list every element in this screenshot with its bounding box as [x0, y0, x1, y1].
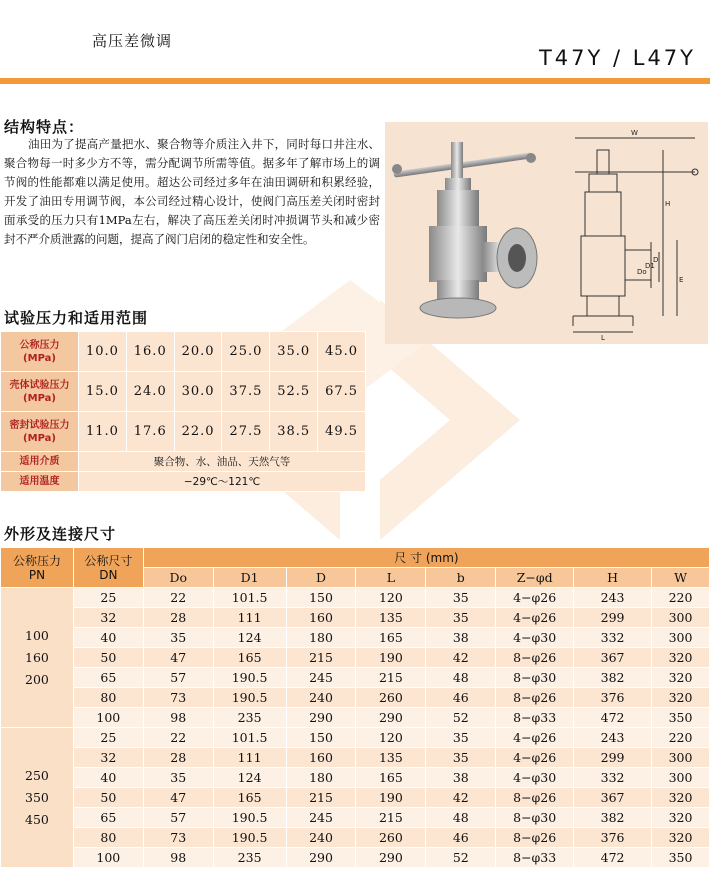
- table-cell: 47: [143, 648, 213, 668]
- pressure-heading: 试验压力和适用范围: [4, 309, 149, 327]
- column-header: L: [356, 568, 426, 588]
- table-cell: 80: [73, 688, 143, 708]
- pressure-row-label: [1, 332, 79, 372]
- table-cell: 22: [143, 728, 213, 748]
- table-cell: 240: [286, 828, 356, 848]
- table-cell: 150: [286, 728, 356, 748]
- pressure-value: 67.5: [318, 372, 366, 412]
- table-cell: 100: [73, 708, 143, 728]
- table-cell: 32: [73, 748, 143, 768]
- table-cell: 180: [286, 628, 356, 648]
- dn-header: [73, 548, 143, 588]
- pn-value: 200: [25, 671, 49, 687]
- column-header: W: [652, 568, 710, 588]
- table-row: [1, 768, 710, 788]
- table-cell: 38: [426, 768, 496, 788]
- table-cell: 299: [574, 608, 652, 628]
- table-cell: 42: [426, 648, 496, 668]
- pressure-value: 52.5: [270, 372, 318, 412]
- table-cell: 111: [213, 608, 286, 628]
- pressure-value: 45.0: [318, 332, 366, 372]
- table-cell: 243: [574, 728, 652, 748]
- table-cell: 190.5: [213, 808, 286, 828]
- table-cell: 300: [652, 628, 710, 648]
- pressure-value: 15.0: [79, 372, 127, 412]
- table-row: [1, 848, 710, 868]
- pn-value: 160: [25, 649, 49, 665]
- table-cell: 290: [286, 848, 356, 868]
- drawing-label-d1: D1: [645, 262, 655, 270]
- table-cell: 190: [356, 788, 426, 808]
- pressure-label-unit: (MPa): [23, 392, 56, 404]
- table-cell: 320: [652, 788, 710, 808]
- table-cell: 52: [426, 708, 496, 728]
- table-cell: 4−φ26: [496, 748, 574, 768]
- pn-group-cell: [1, 728, 74, 868]
- table-cell: 190.5: [213, 688, 286, 708]
- table-cell: 332: [574, 768, 652, 788]
- pressure-label-unit: (MPa): [23, 352, 56, 364]
- valve-drawing: [555, 122, 705, 344]
- table-cell: 120: [356, 728, 426, 748]
- model-number: T47Y / L47Y: [538, 46, 696, 70]
- page-title: 高压差微调: [92, 32, 173, 50]
- table-cell: 382: [574, 668, 652, 688]
- drawing-label-d: D: [653, 256, 659, 264]
- table-cell: 300: [652, 748, 710, 768]
- temperature-row: [1, 472, 366, 492]
- table-cell: 80: [73, 828, 143, 848]
- table-row: [1, 608, 710, 628]
- table-cell: 135: [356, 608, 426, 628]
- table-row: [1, 688, 710, 708]
- table-cell: 290: [356, 708, 426, 728]
- pressure-label-text: 公称压力: [19, 339, 60, 351]
- pressure-value: 24.0: [126, 372, 174, 412]
- table-cell: 165: [356, 768, 426, 788]
- table-row: [1, 728, 710, 748]
- features-heading: 结构特点：: [4, 118, 85, 136]
- table-cell: 73: [143, 828, 213, 848]
- table-cell: 290: [286, 708, 356, 728]
- table-cell: 35: [426, 728, 496, 748]
- table-cell: 165: [213, 648, 286, 668]
- table-cell: 8−φ26: [496, 648, 574, 668]
- table-cell: 4−φ26: [496, 588, 574, 608]
- table-cell: 382: [574, 808, 652, 828]
- table-cell: 101.5: [213, 728, 286, 748]
- table-cell: 4−φ30: [496, 768, 574, 788]
- table-cell: 320: [652, 828, 710, 848]
- table-cell: 50: [73, 788, 143, 808]
- pressure-value: 16.0: [126, 332, 174, 372]
- table-cell: 47: [143, 788, 213, 808]
- header-divider: [0, 78, 710, 84]
- pressure-row: [1, 412, 366, 452]
- table-cell: 215: [286, 648, 356, 668]
- column-header: D: [286, 568, 356, 588]
- dn-header-sub: DN: [99, 567, 118, 582]
- table-cell: 299: [574, 748, 652, 768]
- table-cell: 22: [143, 588, 213, 608]
- table-cell: 235: [213, 848, 286, 868]
- table-cell: 190.5: [213, 668, 286, 688]
- pressure-value: 38.5: [270, 412, 318, 452]
- pressure-value: 49.5: [318, 412, 366, 452]
- table-cell: 8−φ26: [496, 788, 574, 808]
- medium-row: [1, 452, 366, 472]
- table-cell: 260: [356, 688, 426, 708]
- pressure-row-label: [1, 412, 79, 452]
- table-cell: 220: [652, 588, 710, 608]
- table-cell: 160: [286, 608, 356, 628]
- table-cell: 4−φ26: [496, 608, 574, 628]
- table-cell: 472: [574, 848, 652, 868]
- pressure-value: 22.0: [174, 412, 222, 452]
- table-cell: 35: [426, 748, 496, 768]
- table-cell: 235: [213, 708, 286, 728]
- table-cell: 190: [356, 648, 426, 668]
- table-cell: 300: [652, 608, 710, 628]
- table-cell: 101.5: [213, 588, 286, 608]
- table-cell: 8−φ33: [496, 848, 574, 868]
- table-cell: 376: [574, 828, 652, 848]
- table-cell: 124: [213, 628, 286, 648]
- drawing-label-l: L: [601, 334, 605, 342]
- table-cell: 240: [286, 688, 356, 708]
- table-row: [1, 588, 710, 608]
- pressure-label-text: 密封试验压力: [9, 419, 70, 431]
- table-row: [1, 828, 710, 848]
- table-cell: 290: [356, 848, 426, 868]
- table-cell: 28: [143, 748, 213, 768]
- table-cell: 65: [73, 668, 143, 688]
- table-cell: 8−φ26: [496, 828, 574, 848]
- drawing-label-w: W: [631, 129, 638, 137]
- table-cell: 8−φ33: [496, 708, 574, 728]
- table-row: [1, 748, 710, 768]
- pressure-value: 10.0: [79, 332, 127, 372]
- table-cell: 57: [143, 668, 213, 688]
- table-cell: 135: [356, 748, 426, 768]
- table-cell: 4−φ30: [496, 628, 574, 648]
- table-cell: 320: [652, 648, 710, 668]
- table-row: [1, 628, 710, 648]
- table-cell: 40: [73, 768, 143, 788]
- table-cell: 57: [143, 808, 213, 828]
- table-cell: 8−φ26: [496, 688, 574, 708]
- table-cell: 98: [143, 848, 213, 868]
- table-cell: 100: [73, 848, 143, 868]
- table-cell: 260: [356, 828, 426, 848]
- table-cell: 35: [143, 628, 213, 648]
- drawing-label-h: H: [665, 200, 671, 208]
- pressure-value: 35.0: [270, 332, 318, 372]
- table-cell: 332: [574, 628, 652, 648]
- table-cell: 300: [652, 768, 710, 788]
- dn-header-label: 公称尺寸: [84, 553, 133, 568]
- table-cell: 98: [143, 708, 213, 728]
- table-cell: 180: [286, 768, 356, 788]
- table-cell: 25: [73, 728, 143, 748]
- table-cell: 46: [426, 688, 496, 708]
- table-cell: 165: [213, 788, 286, 808]
- size-header: 尺 寸 (mm): [143, 548, 709, 568]
- table-cell: 190.5: [213, 828, 286, 848]
- table-cell: 73: [143, 688, 213, 708]
- table-cell: 165: [356, 628, 426, 648]
- column-header: b: [426, 568, 496, 588]
- table-cell: 215: [286, 788, 356, 808]
- dimensions-table: [0, 547, 710, 868]
- table-row: [1, 788, 710, 808]
- pressure-row: [1, 332, 366, 372]
- pressure-value: 11.0: [79, 412, 127, 452]
- table-cell: 35: [426, 608, 496, 628]
- product-image-panel: [385, 122, 708, 344]
- table-cell: 32: [73, 608, 143, 628]
- medium-label: 适用介质: [1, 452, 79, 472]
- table-cell: 35: [426, 588, 496, 608]
- pressure-value: 25.0: [222, 332, 270, 372]
- table-cell: 40: [73, 628, 143, 648]
- column-header: D1: [213, 568, 286, 588]
- pressure-value: 17.6: [126, 412, 174, 452]
- table-cell: 367: [574, 648, 652, 668]
- table-cell: 48: [426, 808, 496, 828]
- pn-value: 100: [25, 627, 49, 643]
- features-text: 油田为了提高产量把水、聚合物等介质注入井下，同时每口井注水、聚合物每一时多少方不等，需分配调节所需等值。据多年了解市场上的调节阀的性能都难以满足使用。超达公司经过多年在油田调研和积累经验，开发了油田专用调节阀，本公司经过精心设计，使阀门高压差关闭时密封面承受的压力只有1MPa左右，解决了高压差关闭时冲损调节头和减少密封不严介质泄露的问题，提高了阀门启闭的稳定性和安全性。: [4, 137, 380, 246]
- column-header: H: [574, 568, 652, 588]
- pressure-value: 37.5: [222, 372, 270, 412]
- table-cell: 243: [574, 588, 652, 608]
- table-cell: 320: [652, 668, 710, 688]
- table-cell: 367: [574, 788, 652, 808]
- table-cell: 46: [426, 828, 496, 848]
- table-cell: 320: [652, 688, 710, 708]
- table-cell: 160: [286, 748, 356, 768]
- table-cell: 4−φ26: [496, 728, 574, 748]
- table-cell: 376: [574, 688, 652, 708]
- column-header: Do: [143, 568, 213, 588]
- table-cell: 50: [73, 648, 143, 668]
- pn-header: [1, 548, 74, 588]
- medium-value: 聚合物、水、油品、天然气等: [79, 452, 366, 472]
- pressure-row-label: [1, 372, 79, 412]
- table-cell: 350: [652, 848, 710, 868]
- pressure-table: [0, 331, 366, 492]
- table-cell: 48: [426, 668, 496, 688]
- column-header: Z−φd: [496, 568, 574, 588]
- table-cell: 28: [143, 608, 213, 628]
- table-row: [1, 708, 710, 728]
- table-cell: 120: [356, 588, 426, 608]
- table-cell: 350: [652, 708, 710, 728]
- table-cell: 8−φ30: [496, 808, 574, 828]
- dimensions-header-row: [1, 548, 710, 568]
- pressure-label-text: 壳体试验压力: [9, 379, 70, 391]
- pn-value: 350: [25, 789, 49, 805]
- table-cell: 35: [143, 768, 213, 788]
- table-cell: 220: [652, 728, 710, 748]
- pn-value: 450: [25, 811, 49, 827]
- table-cell: 42: [426, 788, 496, 808]
- pn-header-label: 公称压力: [12, 553, 61, 568]
- table-cell: 215: [356, 668, 426, 688]
- table-cell: 320: [652, 808, 710, 828]
- dimensions-heading: 外形及连接尺寸: [4, 525, 117, 543]
- table-cell: 65: [73, 808, 143, 828]
- pn-value: 250: [25, 767, 49, 783]
- table-cell: 38: [426, 628, 496, 648]
- temperature-value: −29℃～121℃: [79, 472, 366, 492]
- table-cell: 245: [286, 668, 356, 688]
- pn-header-sub: PN: [28, 567, 46, 582]
- table-cell: 472: [574, 708, 652, 728]
- pressure-value: 20.0: [174, 332, 222, 372]
- table-cell: 25: [73, 588, 143, 608]
- valve-photo: [385, 122, 555, 344]
- pn-group-cell: [1, 588, 74, 728]
- table-row: [1, 668, 710, 688]
- table-cell: 52: [426, 848, 496, 868]
- table-row: [1, 648, 710, 668]
- table-cell: 124: [213, 768, 286, 788]
- table-cell: 150: [286, 588, 356, 608]
- pressure-label-unit: (MPa): [23, 432, 56, 444]
- pressure-value: 30.0: [174, 372, 222, 412]
- table-cell: 245: [286, 808, 356, 828]
- table-row: [1, 808, 710, 828]
- temperature-label: 适用温度: [1, 472, 79, 492]
- table-cell: 111: [213, 748, 286, 768]
- pressure-row: [1, 372, 366, 412]
- table-cell: 215: [356, 808, 426, 828]
- drawing-label-e: E: [679, 276, 684, 284]
- drawing-label-do: Do: [637, 268, 647, 276]
- pressure-value: 27.5: [222, 412, 270, 452]
- table-cell: 8−φ30: [496, 668, 574, 688]
